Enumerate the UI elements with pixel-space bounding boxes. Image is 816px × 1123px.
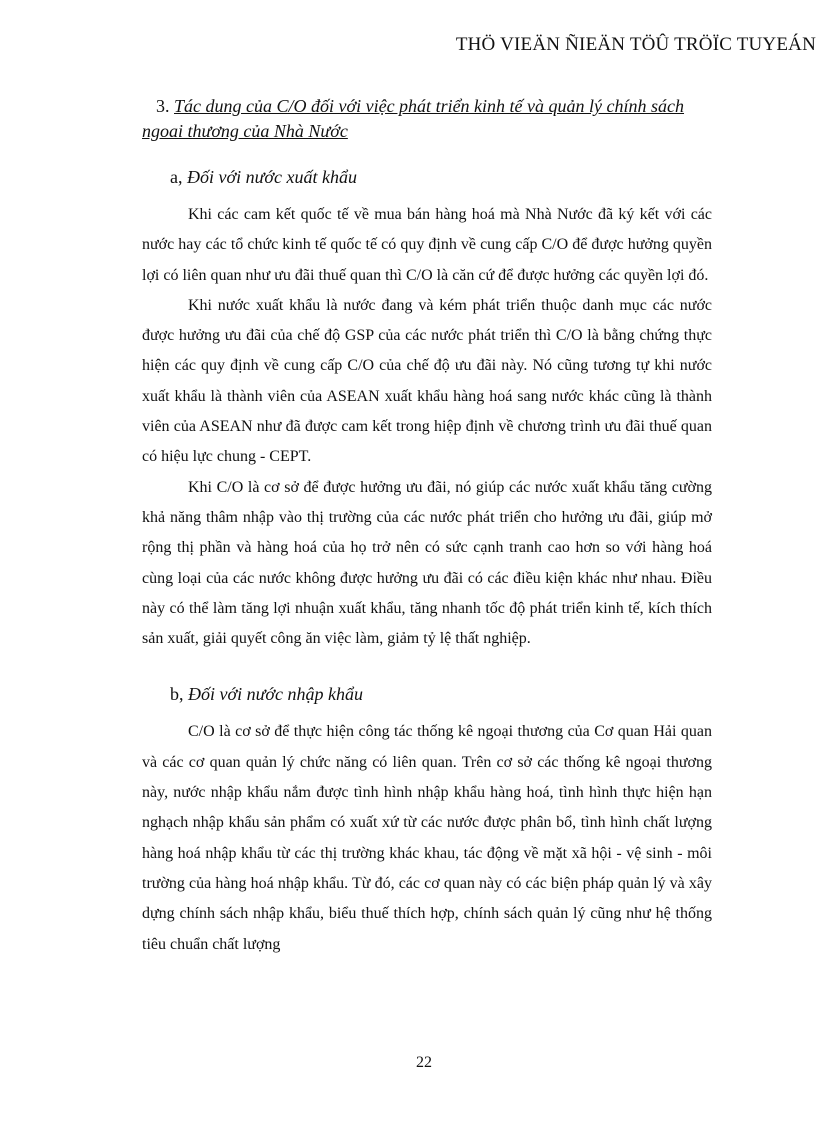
subsection-b-heading	[142, 684, 712, 705]
running-header: THÖ VIEÄN ÑIEÄN TÖÛ TRÖÏC TUYEÁN	[455, 34, 816, 55]
subsection-a-heading	[142, 167, 712, 188]
subsection-b-title: Đối với nước nhập khẩu	[188, 684, 363, 705]
subsection-b-marker: b,	[170, 684, 184, 705]
paragraph-a3: Khi C/O là cơ sở để được hưởng ưu đãi, nó giúp các nước xuất khẩu tăng cường khả năng thâm nhập vào thị trường của các nước phát triển cho hưởng ưu đãi, giúp mở rộng thị phần và hàng hoá của họ trở nên có sức cạnh tranh cao hơn so với hàng hoá cùng loại của các nước không được hưởng ưu đãi có các điều kiện khác như nhau. Điều này có thể làm tăng lợi nhuận xuất khẩu, tăng nhanh tốc độ phát triển kinh tế, kích thích sản xuất, giải quyết công ăn việc làm, giảm tỷ lệ thất nghiệp.	[142, 478, 712, 648]
paragraph-a1: Khi các cam kết quốc tế về mua bán hàng hoá mà Nhà Nước đã ký kết với các nước hay các tổ chức kinh tế quốc tế có quy định về cung cấp C/O để được hưởng quyền lợi có liên quan như ưu đãi thuế quan thì C/O là căn cứ để được hưởng các quyền lợi đó.	[142, 206, 712, 284]
page-content	[142, 94, 712, 960]
subsection-a-title: Đối với nước xuất khẩu	[187, 167, 357, 187]
page-number: 22	[416, 1054, 432, 1071]
section-title	[142, 94, 712, 144]
section-title-text: Tác dung của C/O đối với việc phát triển kinh tế và quản lý chính sách ngoai thương của Nhà Nước	[142, 96, 685, 141]
paragraph-a2: Khi nước xuất khẩu là nước đang và kém phát triển thuộc danh mục các nước được hưởng ưu đãi của chế độ GSP của các nước phát triển thì C/O là bằng chứng thực hiện các quy định về cung cấp C/O của chế độ ưu đãi này. Nó cũng tương tự khi nước xuất khẩu là thành viên của ASEAN xuất khẩu hàng hoá sang nước khác cũng là thành viên của ASEAN như đã được cam kết trong hiệp định về chương trình ưu đãi thuế quan có hiệu lực chung - CEPT.	[142, 296, 712, 466]
paragraph-b1: C/O là cơ sở để thực hiện công tác thống kê ngoại thương của Cơ quan Hải quan và các cơ quan quản lý chức năng có liên quan. Trên cơ sở các thống kê ngoại thương này, nước nhập khẩu nắm được tình hình nhập khẩu hàng hoá, tình hình thực hiện hạn nghạch nhập khẩu sản phẩm có xuất xứ từ các nước được phân bổ, tình hình chất lượng hàng hoá nhập khẩu từ các thị trường khác khau, tác động về mặt xã hội - vệ sinh - môi trường của hàng hoá nhập khẩu. Từ đó, các cơ quan này có các biện pháp quản lý và xây dựng chính sách nhập khẩu, biểu thuế thích hợp, chính sách quản lý cũng như hệ thống tiêu chuẩn chất lượng	[142, 723, 712, 953]
section-number: 3.	[156, 96, 170, 116]
subsection-a-marker: a,	[170, 167, 183, 187]
